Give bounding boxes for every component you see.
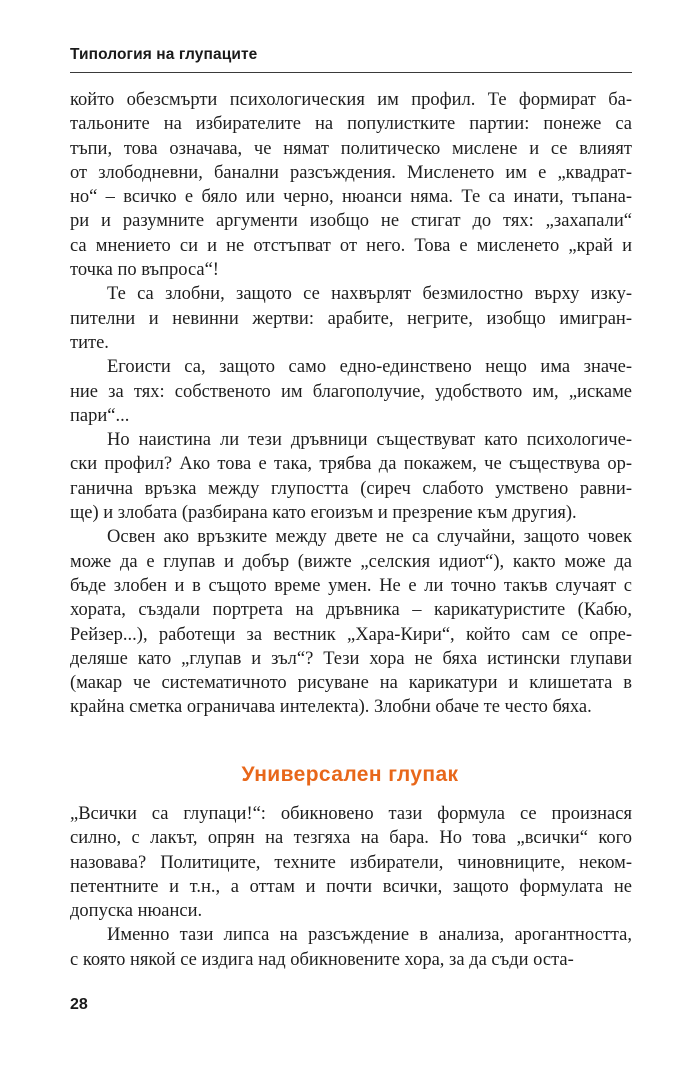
text-line: тальоните на избирателите на популистките партии: понеже са xyxy=(70,114,632,135)
text-line: назовава? Политиците, техните избиратели, чиновниците, неком- xyxy=(70,852,632,873)
text-line: петентните и т.н., а оттам и почти всички, защото формулата не xyxy=(70,876,632,897)
text-line: допуска нюанси. xyxy=(70,901,203,922)
text-line: (макар че систематичното рисуване на карикатури и клишетата в xyxy=(70,673,632,694)
text-line: деляше като „глупав и зъл“? Тези хора не бяха истински глупави xyxy=(70,648,632,669)
page-number: 28 xyxy=(70,996,88,1013)
text-line: но“ – всичко е бяло или черно, нюанси няма. Те са инати, тъпана- xyxy=(70,187,632,208)
text-line: Освен ако връзките между двете не са случайни, защото човек xyxy=(107,527,632,548)
text-line: са мнението си и не отстъпват от него. Това е мисленето „край и xyxy=(70,235,632,256)
body-text-block-1 xyxy=(70,88,632,720)
text-line: Те са злобни, защото се нахвърлят безмилостно върху изку- xyxy=(107,284,632,305)
text-line: крайна сметка ограничава интелекта). Злобни обаче те често бяха. xyxy=(70,697,592,718)
text-line: Именно тази липса на разсъждение в анализа, арогантността, xyxy=(107,925,632,946)
paragraph xyxy=(70,355,632,428)
text-line: пари“... xyxy=(70,405,130,426)
text-line: от злободневни, банални разсъждения. Мисленето им е „квадрат- xyxy=(70,162,632,183)
text-line: Рейзер...), работещи за вестник „Хара-Кири“, който сам се опре- xyxy=(70,624,632,645)
text-line: ри и разумните аргументи изобщо не стигат до тях: „захапали“ xyxy=(70,211,632,232)
paragraph xyxy=(70,525,632,719)
running-head: Типология на глупаците xyxy=(70,46,258,63)
paragraph xyxy=(70,282,632,355)
text-line: може да е глупав и добър (вижте „селския идиот“), както може да xyxy=(70,551,632,572)
section-heading: Универсален глупак xyxy=(241,763,459,786)
body-text-block-2 xyxy=(70,802,632,972)
paragraph xyxy=(70,428,632,525)
text-line: с която някой се издига над обикновените хора, за да съди оста- xyxy=(70,949,574,970)
text-line: бъде злобен и в същото време умен. Не е ли точно такъв случаят с xyxy=(70,575,632,596)
text-line: пителни и невинни жертви: арабите, негрите, изобщо имигран- xyxy=(70,308,632,329)
header-rule xyxy=(70,72,632,73)
text-line: тите. xyxy=(70,332,109,353)
paragraph xyxy=(70,923,632,972)
text-line: Егоисти са, защото само едно-единствено нещо има значе- xyxy=(107,357,632,378)
text-line: ние за тях: собственото им благополучие, удобството им, „искаме xyxy=(70,381,632,402)
text-line: който обезсмърти психологическия им профил. Те формират ба- xyxy=(70,90,632,110)
paragraph xyxy=(70,802,632,923)
paragraph xyxy=(70,88,632,282)
text-line: ганична връзка между глупостта (сиреч слабото умствено равни- xyxy=(70,478,632,499)
text-line: ски профил? Ако това е така, трябва да покажем, че съществува ор- xyxy=(70,454,632,475)
text-line: ще) и злобата (разбирана като егоизъм и презрение към другия). xyxy=(70,503,577,524)
text-line: тъпи, това означава, че нямат политическо мислене и се влияят xyxy=(70,138,632,159)
text-line: хората, създали портрета на дръвника – карикатуристите (Кабю, xyxy=(70,600,632,621)
text-line: Но наистина ли тези дръвници съществуват като психологиче- xyxy=(107,430,632,451)
text-line: „Всички са глупаци!“: обикновено тази формула се произнася xyxy=(70,804,632,824)
text-line: силно, с лакът, опрян на тезгяха на бара. Но това „всички“ кого xyxy=(70,828,632,849)
text-line: точка по въпроса“! xyxy=(70,260,219,281)
